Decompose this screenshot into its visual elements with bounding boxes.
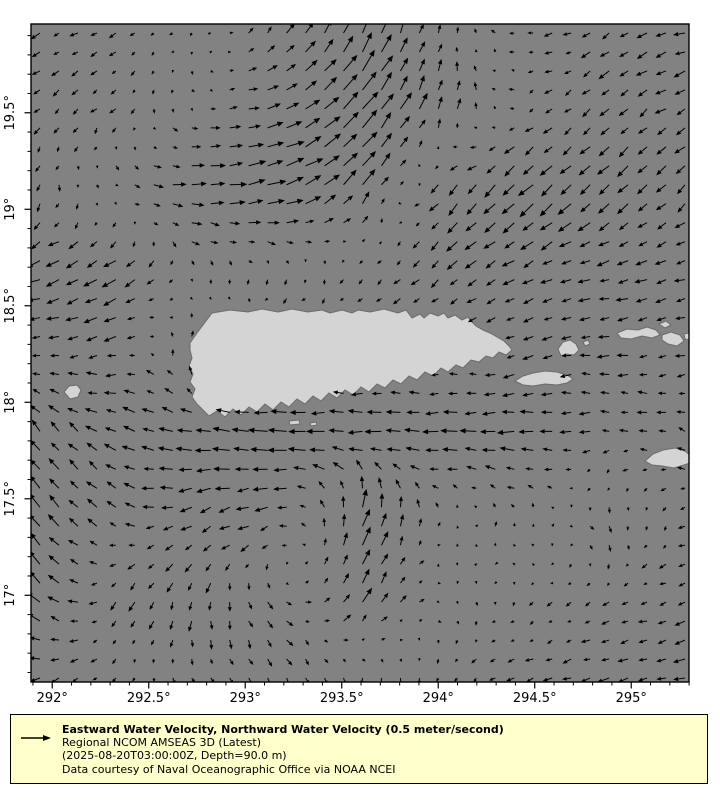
y-tick-label: 19.5°: [3, 95, 18, 131]
land-islet-edge: [684, 333, 689, 340]
land-caja-de-muertos: [289, 420, 300, 425]
x-tick-label: 294°: [422, 691, 454, 706]
y-tick-label: 17°: [3, 583, 18, 607]
reference-arrow-icon: [20, 728, 52, 747]
x-tick-label: 293°: [229, 691, 261, 706]
legend-model: Regional NCOM AMSEAS 3D (Latest): [62, 736, 261, 750]
y-tick-label: 18°: [3, 390, 18, 414]
land-islet-south: [310, 422, 317, 426]
y-tick-label: 19°: [3, 197, 18, 221]
legend-title: Eastward Water Velocity, Northward Water Velocity (0.5 meter/second): [62, 723, 504, 736]
y-tick-label: 18.5°: [3, 288, 18, 324]
map-layers: [25, 14, 693, 687]
legend-timestamp: (2025-08-20T03:00:00Z, Depth=90.0 m): [62, 749, 287, 763]
y-tick-label: 17.5°: [3, 481, 18, 517]
x-tick-label: 292°: [36, 691, 68, 706]
x-tick-label: 292.5°: [126, 691, 171, 706]
legend-attribution: Data courtesy of Naval Oceanographic Office via NOAA NCEI: [62, 762, 396, 776]
legend-box: [10, 714, 708, 784]
x-tick-label: 294.5°: [512, 691, 557, 706]
x-tick-label: 293.5°: [319, 691, 364, 706]
x-tick-label: 295°: [615, 691, 647, 706]
